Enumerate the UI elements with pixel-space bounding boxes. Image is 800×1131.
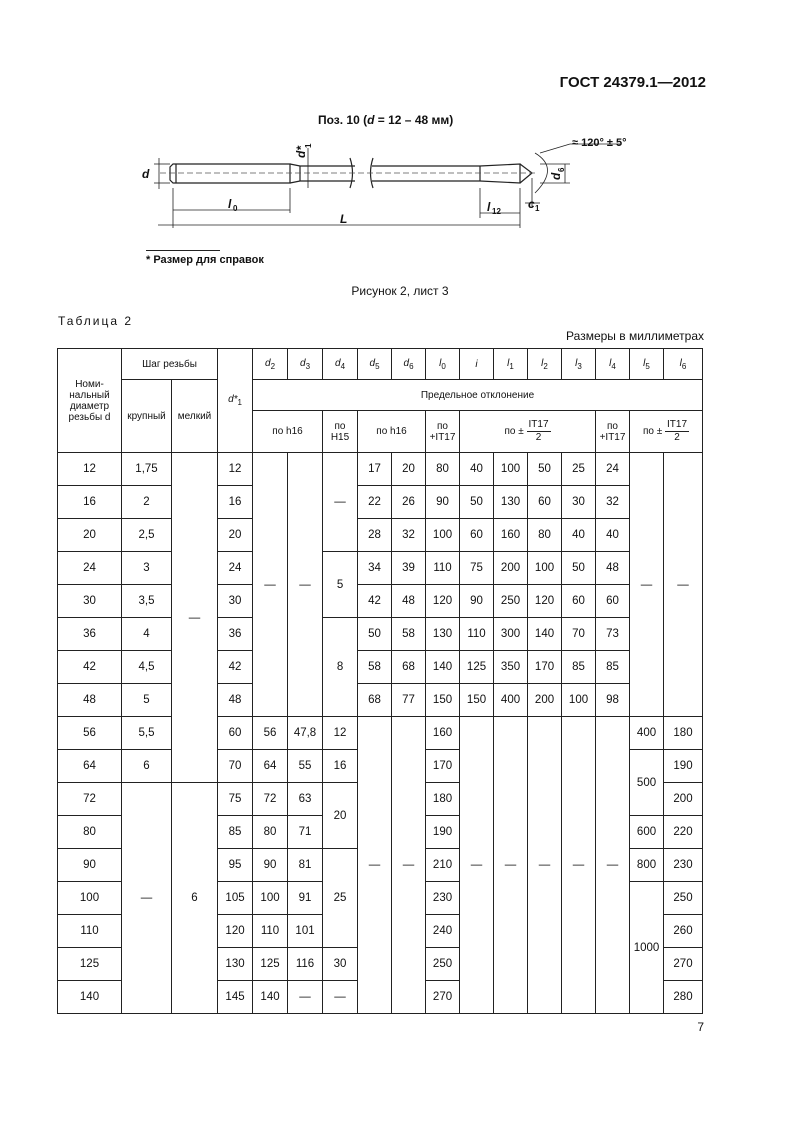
svg-text:c: c: [528, 197, 535, 211]
fine-6: 6: [172, 783, 218, 1014]
coarse-dash: —: [122, 783, 172, 1014]
d3-dash: —: [288, 453, 323, 717]
table-row: 16 2 16 22 26 90 50 130 60 30 32: [58, 486, 703, 519]
l4-dash: —: [596, 717, 630, 1014]
col-l1: $l_1$: [494, 349, 528, 380]
bolt-drawing: [140, 128, 640, 273]
svg-text:d: d: [549, 172, 563, 180]
col-d1: $d*_1$: [218, 349, 253, 453]
i-dash: —: [460, 717, 494, 1014]
table-row: 90 95 90 81 25 210 800 230: [58, 849, 703, 882]
d2-dash: —: [253, 453, 288, 717]
dimensions-table: [57, 348, 703, 1014]
table-row: 12 1,75 — 12 — — — 17 20 80 40 100 50 25 24 — —: [58, 453, 703, 486]
table-row: 36 4 36 8 50 58 130 110 300 140 70 73: [58, 618, 703, 651]
page-number: 7: [697, 1020, 704, 1034]
table-row: 48 5 48 68 77 150 150 400 200 100 98: [58, 684, 703, 717]
d5-dash: —: [358, 717, 392, 1014]
svg-text:≈ 120° ± 5°: ≈ 120° ± 5°: [572, 137, 627, 149]
standard-number: ГОСТ 24379.1—2012: [559, 74, 706, 91]
fine-dash: —: [172, 453, 218, 783]
table-row: 110 120 110 101 240 260: [58, 915, 703, 948]
table-row: 125 130 125 116 30 250 270: [58, 948, 703, 981]
footnote: * Размер для справок: [146, 254, 264, 266]
tol-pm-a: по ± $\frac{IT17}{2}$: [460, 411, 596, 453]
svg-text:l: l: [487, 200, 491, 214]
table-row: 56 5,5 60 56 47,8 12 — — 160 — — — — — 400 180: [58, 717, 703, 750]
l5-500: 500: [630, 750, 664, 816]
d6-dash: —: [392, 717, 426, 1014]
table-row: 24 3 24 5 34 39 110 75 200 100 50 48: [58, 552, 703, 585]
svg-text:d*: d*: [294, 146, 308, 158]
d4-8: 8: [323, 618, 358, 717]
tol-h16-b: по h16: [358, 411, 426, 453]
table-row: 30 3,5 30 42 48 120 90 250 120 60 60: [58, 585, 703, 618]
tol-h16-a: по h16: [253, 411, 323, 453]
table-row: 140 145 140 — — 270 280: [58, 981, 703, 1014]
l5-dash: —: [630, 453, 664, 717]
l6-dash: —: [664, 453, 703, 717]
figure-title: Поз. 10 (d = 12 – 48 мм): [318, 113, 454, 127]
svg-text:L: L: [340, 212, 348, 226]
d4-25: 25: [323, 849, 358, 948]
table-row: 20 2,5 20 28 32 100 60 160 80 40 40: [58, 519, 703, 552]
col-d3: $d_3$: [288, 349, 323, 380]
col-nominal-diameter: Номи- нальный диаметр резьбы d: [58, 349, 122, 453]
col-d6: $d_6$: [392, 349, 426, 380]
col-d4: $d_4$: [323, 349, 358, 380]
col-fine: мелкий: [172, 380, 218, 453]
svg-text:l: l: [228, 197, 232, 211]
d4-20: 20: [323, 783, 358, 849]
footnote-rule: [146, 250, 220, 251]
col-l3: $l_3$: [562, 349, 596, 380]
l1-dash: —: [494, 717, 528, 1014]
table-row: 80 85 80 71 190 600 220: [58, 816, 703, 849]
col-l4: $l_4$: [596, 349, 630, 380]
tol-pm-b: по ± $\frac{IT17}{2}$: [630, 411, 703, 453]
col-coarse: крупный: [122, 380, 172, 453]
table-row: 100 105 100 91 230 1000 250: [58, 882, 703, 915]
table-row: 64 6 70 64 55 16 170 500 190: [58, 750, 703, 783]
svg-text:1: 1: [304, 143, 313, 148]
col-i: i: [460, 349, 494, 380]
l3-dash: —: [562, 717, 596, 1014]
l2-dash: —: [528, 717, 562, 1014]
svg-text:12: 12: [492, 207, 501, 216]
col-l0: $l_0$: [426, 349, 460, 380]
figure-caption: Рисунок 2, лист 3: [351, 284, 449, 298]
tol-it17-b: по +IT17: [596, 411, 630, 453]
deviation-header: Предельное отклонение: [253, 380, 703, 411]
col-d5: $d_5$: [358, 349, 392, 380]
l5-1000: 1000: [630, 882, 664, 1014]
table-label: Таблица 2: [58, 314, 134, 328]
svg-text:6: 6: [557, 167, 566, 172]
d4-dash: —: [323, 453, 358, 552]
table-row: 42 4,5 42 58 68 140 125 350 170 85 85: [58, 651, 703, 684]
table-row: 72 — 6 75 72 63 20 180 200: [58, 783, 703, 816]
svg-text:0: 0: [233, 204, 238, 213]
tol-it17-a: по +IT17: [426, 411, 460, 453]
svg-text:d: d: [142, 167, 150, 181]
svg-text:1: 1: [535, 204, 540, 213]
units-note: Размеры в миллиметрах: [566, 329, 704, 343]
col-l2: $l_2$: [528, 349, 562, 380]
col-l6: $l_6$: [664, 349, 703, 380]
d4-5: 5: [323, 552, 358, 618]
col-thread-pitch: Шаг резьбы: [122, 349, 218, 380]
tol-h15: по H15: [323, 411, 358, 453]
col-l5: $l_5$: [630, 349, 664, 380]
col-d2: $d_2$: [253, 349, 288, 380]
